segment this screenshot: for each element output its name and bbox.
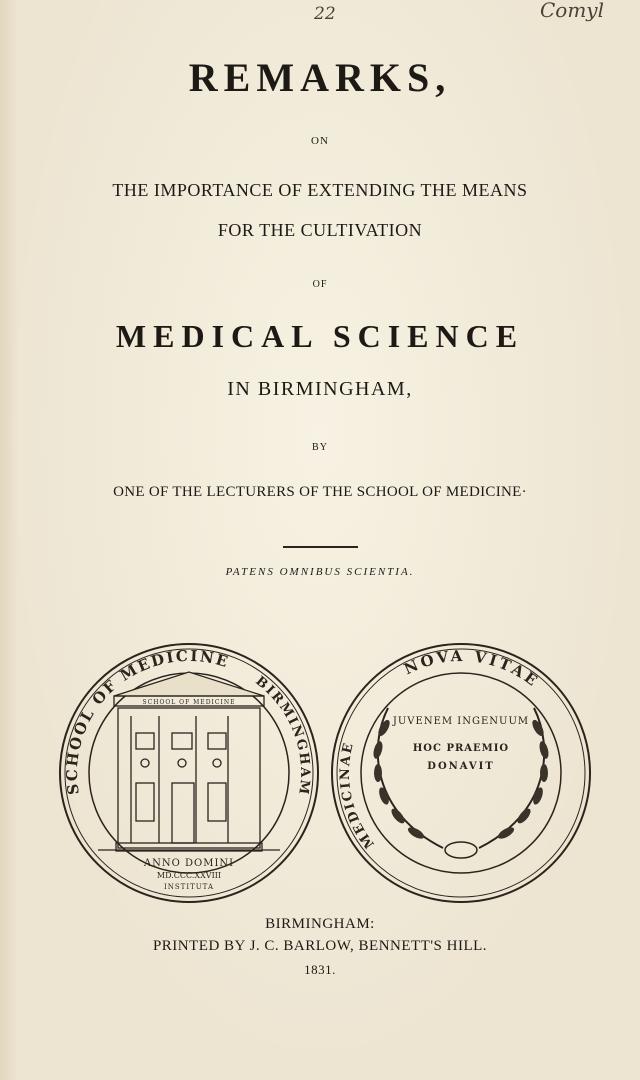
medal-left-seal (56, 638, 322, 906)
of-text: OF (312, 279, 328, 290)
medal-right-ring-text-left: MEDICINAE (338, 740, 378, 851)
medal-right-inscription-top: JUVENEM INGENUUM (392, 716, 530, 727)
subtitle-line-1: THE IMPORTANCE OF EXTENDING THE MEANS (112, 180, 528, 200)
medal-left-ring-text: SCHOOL OF MEDICINE (62, 646, 232, 796)
by-text: BY (312, 442, 328, 453)
subtitle-line-2: FOR THE CULTIVATION (217, 220, 423, 240)
handwritten-annotation-name: Comyl (540, 0, 605, 22)
motto: PATENS OMNIBUS SCIENTIA. (225, 566, 415, 578)
divider-rule (283, 546, 358, 548)
imprint-year: 1831. (304, 962, 336, 977)
on-text: ON (311, 135, 329, 147)
author-line: ONE OF THE LECTURERS OF THE SCHOOL OF MEDICINE· (113, 484, 527, 500)
laurel-wreath-icon (372, 708, 550, 858)
page-title: REMARKS, (188, 55, 452, 100)
svg-text:MEDICINAE (338, 740, 378, 851)
medal-left-inscription-1: ANNO DOMINI (143, 858, 235, 869)
medal-right-inscription-1: HOC PRAEMIO (412, 743, 510, 754)
medal-left-ring-text-right: BIRMINGHAM (252, 673, 313, 797)
main-heading: MEDICAL SCIENCE (115, 318, 525, 354)
medal-left-inscription-2: MD.CCC.XXVIII (156, 871, 222, 880)
medal-right-ring-text: NOVA VITAE (401, 646, 543, 692)
handwritten-annotation-number: 22 (314, 4, 336, 24)
imprint-city: BIRMINGHAM: (265, 916, 375, 932)
building-sign: SCHOOL OF MEDICINE (142, 699, 236, 706)
medal-right-seal (328, 638, 594, 906)
medal-right-inscription-2: DONAVIT (427, 761, 495, 772)
imprint-printer: PRINTED BY J. C. BARLOW, BENNETT'S HILL. (152, 938, 488, 954)
location-line: IN BIRMINGHAM, (227, 378, 413, 400)
svg-text:NOVA VITAE (401, 647, 543, 691)
medal-left-inscription-3: INSTITUTA (163, 883, 215, 891)
